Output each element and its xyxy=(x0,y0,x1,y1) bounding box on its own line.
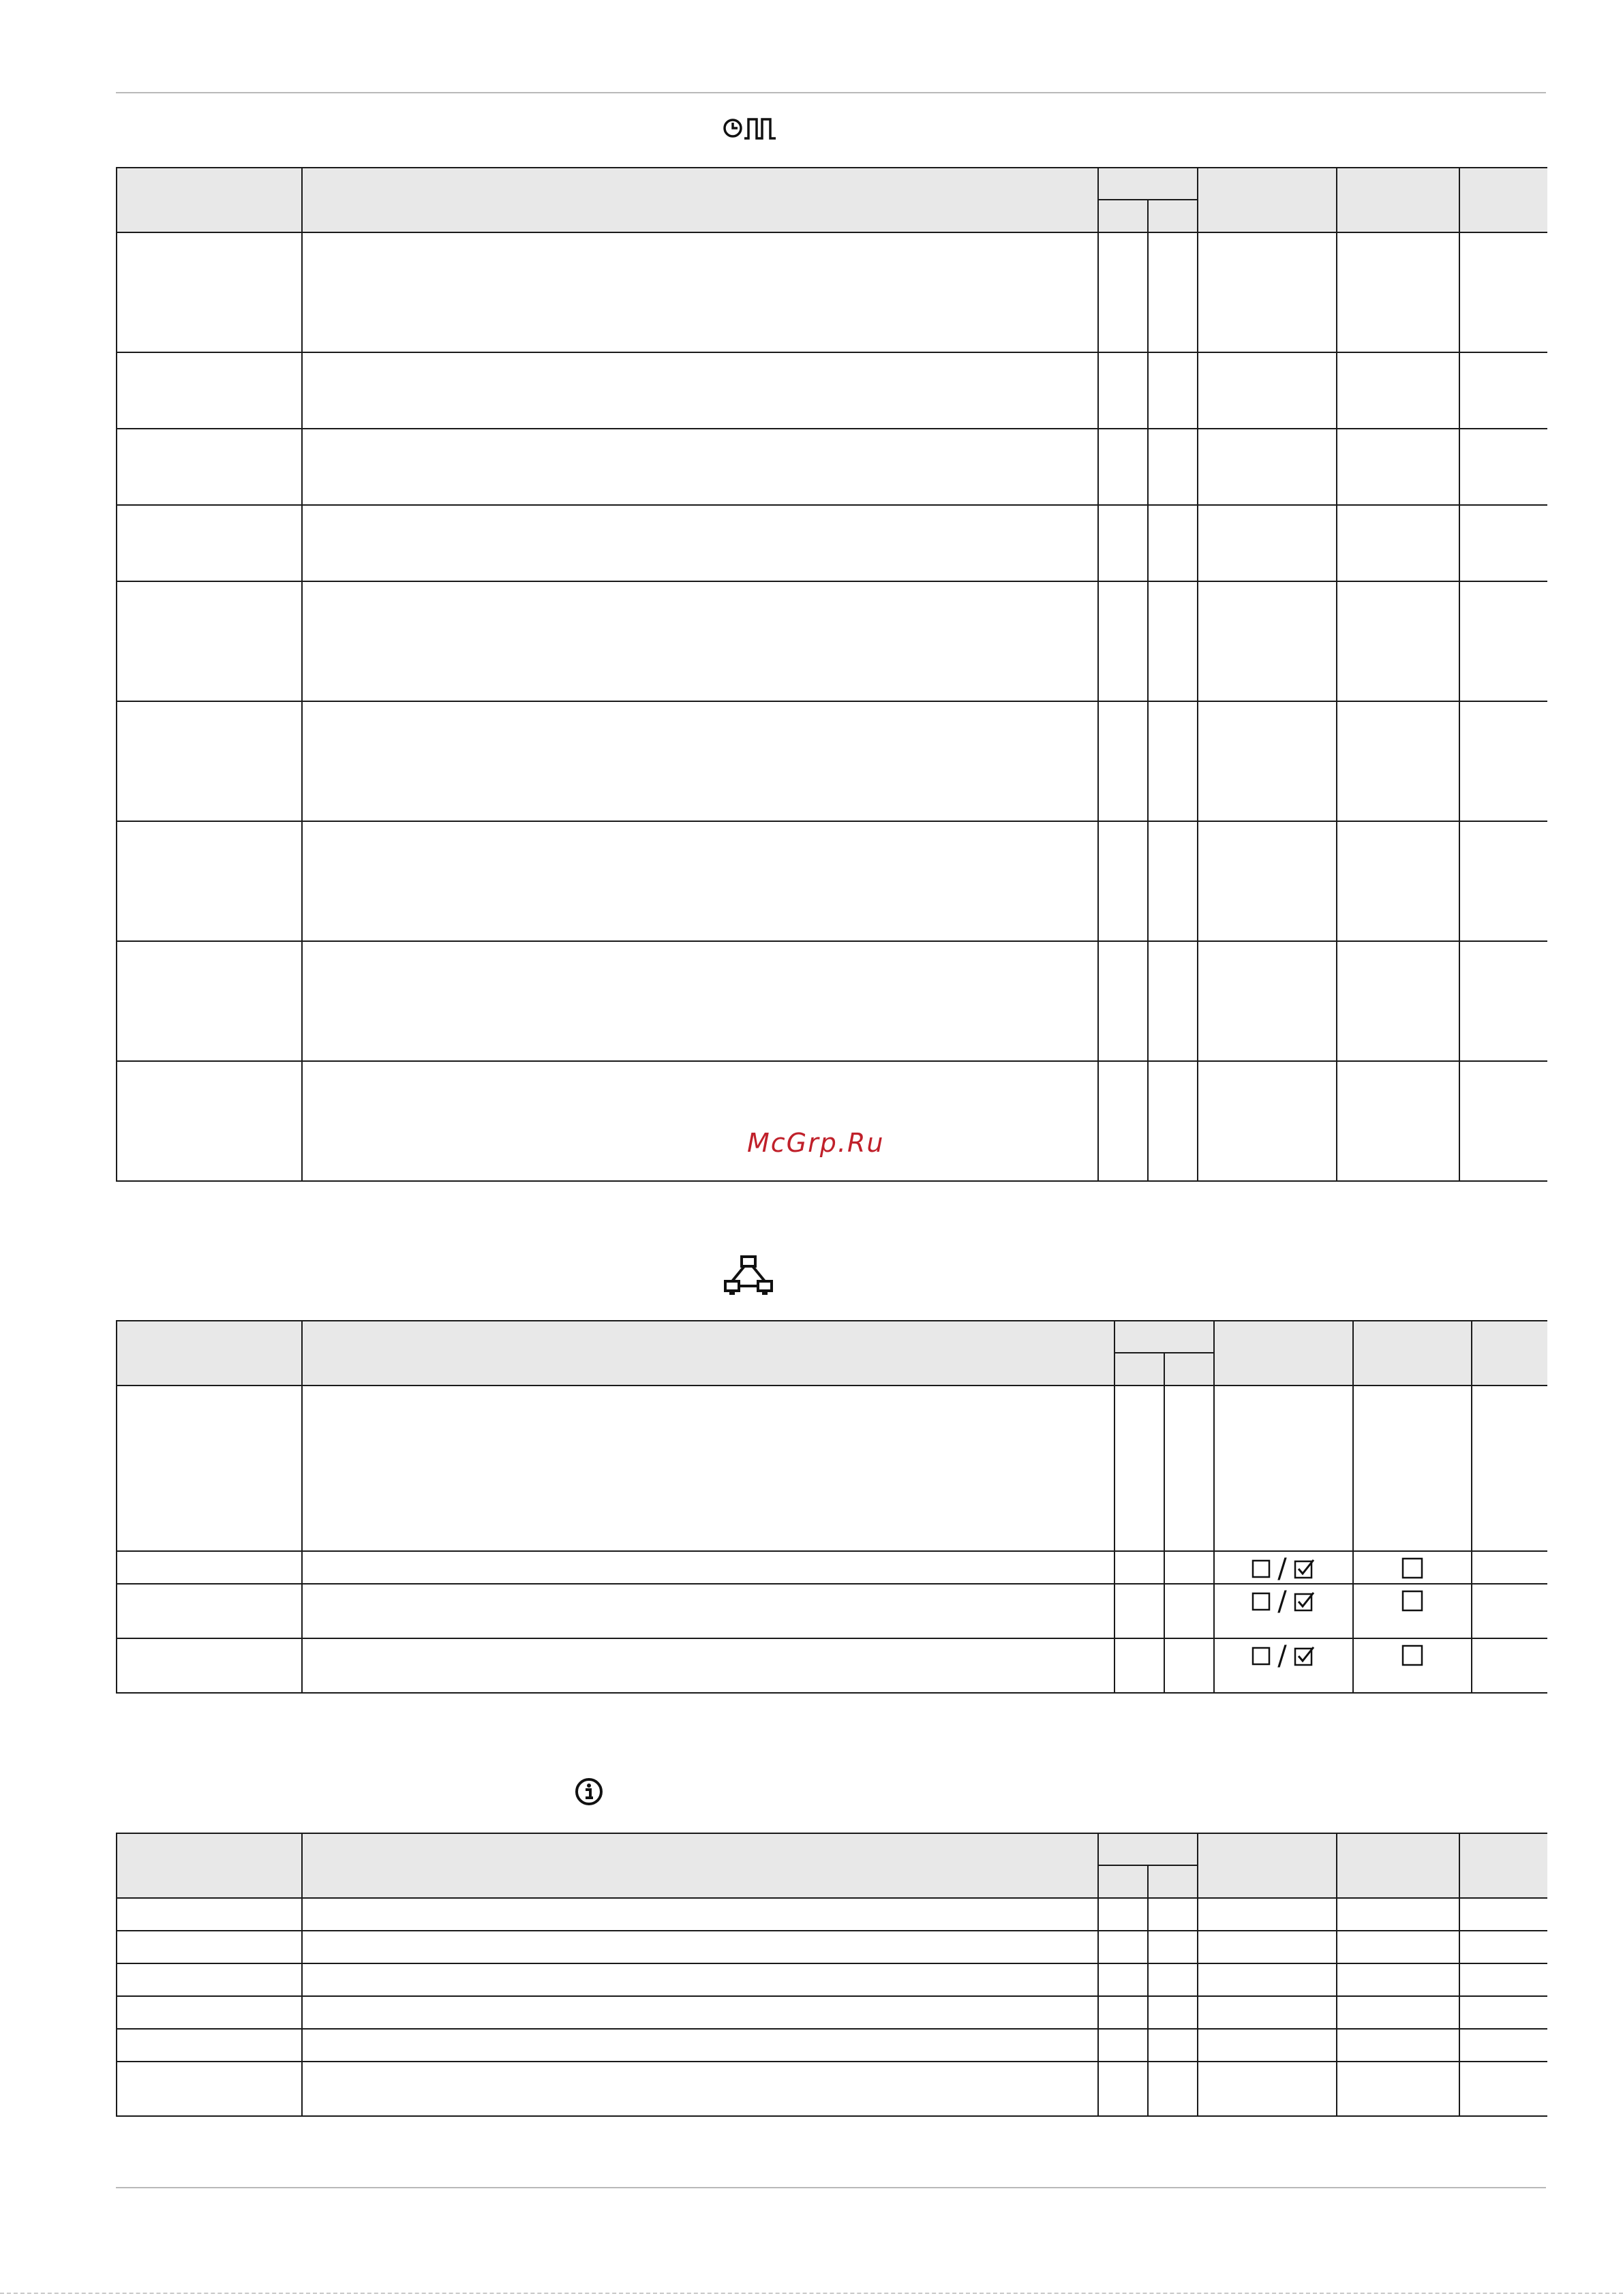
table-row xyxy=(117,1996,1547,2029)
table-row xyxy=(117,1963,1547,1996)
table-row xyxy=(117,1898,1547,1931)
checkbox-empty-icon[interactable] xyxy=(1401,1644,1423,1666)
checkbox-separator: / xyxy=(1277,1640,1287,1672)
table-row xyxy=(117,352,1547,429)
table-row xyxy=(117,821,1547,941)
table-row xyxy=(117,232,1547,352)
table-row xyxy=(117,1551,1547,1584)
table-row xyxy=(117,1386,1547,1551)
checkbox-empty-icon[interactable] xyxy=(1252,1559,1271,1578)
table-row xyxy=(117,1638,1547,1693)
table-row xyxy=(117,2062,1547,2116)
top-rule xyxy=(116,92,1546,93)
watermark: McGrp.Ru xyxy=(747,1128,885,1158)
bottom-rule xyxy=(116,2187,1546,2188)
header-cell xyxy=(1337,168,1459,232)
header-cell xyxy=(1459,168,1547,232)
clock-pulse-icon xyxy=(723,116,791,140)
header-subcell xyxy=(1148,200,1198,232)
table-row xyxy=(117,1931,1547,1963)
checkbox-checked-icon[interactable] xyxy=(1294,1559,1316,1579)
checkbox-separator: / xyxy=(1277,1586,1287,1617)
table-row xyxy=(117,581,1547,701)
table-header-row xyxy=(117,1321,1547,1353)
checkbox-empty-icon[interactable] xyxy=(1252,1592,1271,1611)
checkbox-empty-icon[interactable] xyxy=(1252,1647,1271,1666)
table-row xyxy=(117,941,1547,1061)
table-row xyxy=(117,1584,1547,1638)
footer-cut-line xyxy=(0,2293,1623,2294)
network-icon xyxy=(723,1254,774,1298)
header-group-cell xyxy=(1098,168,1198,200)
timer-parameters-table xyxy=(116,167,1547,1182)
header-cell xyxy=(302,168,1098,232)
checkbox-empty-icon[interactable] xyxy=(1401,1590,1423,1612)
checkbox-empty-icon[interactable] xyxy=(1401,1557,1423,1579)
table-row xyxy=(117,429,1547,505)
header-subcell xyxy=(1098,200,1148,232)
network-parameters-table xyxy=(116,1320,1547,1694)
table-header-row xyxy=(117,1833,1547,1865)
header-cell xyxy=(1198,168,1337,232)
info-icon xyxy=(574,1777,604,1807)
checkbox-checked-icon[interactable] xyxy=(1294,1646,1316,1666)
table-row xyxy=(117,1061,1547,1181)
table-header-row xyxy=(117,168,1547,200)
table-row xyxy=(117,505,1547,581)
header-cell xyxy=(117,168,302,232)
table-row xyxy=(117,2029,1547,2062)
table-row xyxy=(117,701,1547,821)
checkbox-separator: / xyxy=(1277,1553,1287,1585)
info-parameters-table xyxy=(116,1833,1547,2117)
checkbox-checked-icon[interactable] xyxy=(1294,1591,1316,1612)
